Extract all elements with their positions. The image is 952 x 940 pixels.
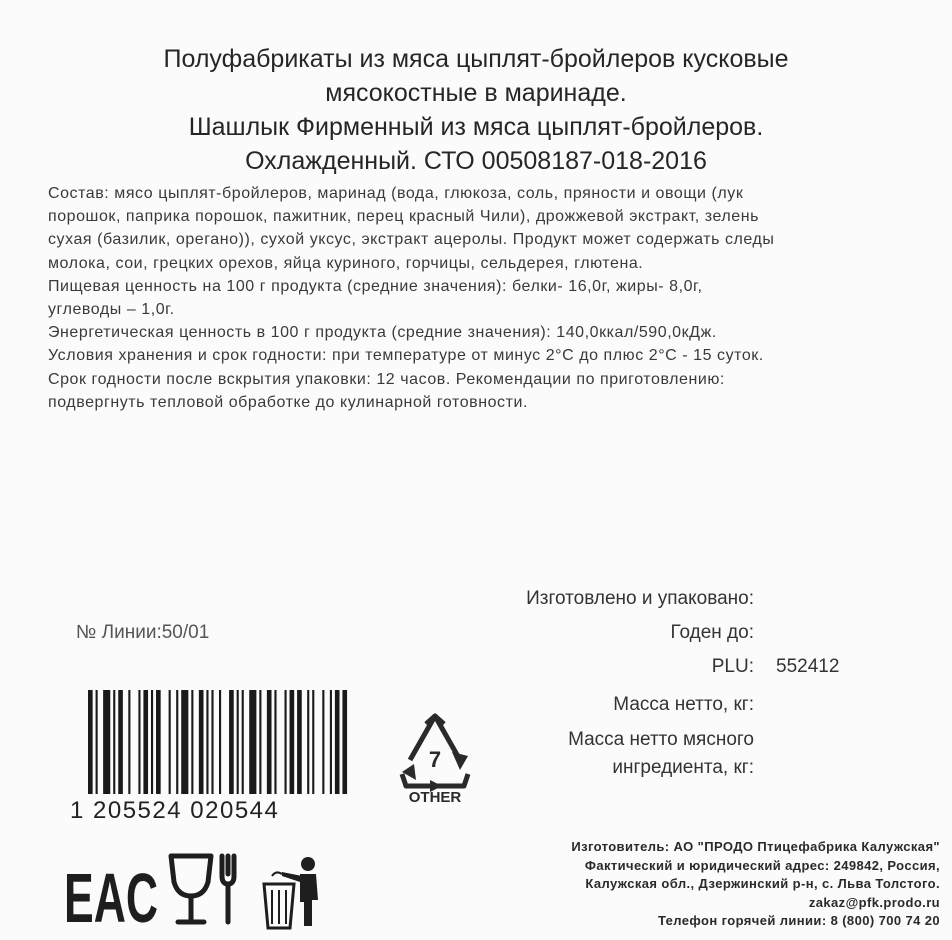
recycle-icon bbox=[390, 712, 480, 804]
manufacturer-info bbox=[470, 838, 940, 931]
barcode bbox=[88, 690, 350, 794]
manufacturer-hotline: Телефон горячей линии: 8 (800) 700 74 20 bbox=[657, 913, 940, 928]
eac-text: EAC bbox=[64, 859, 158, 937]
composition-line: углеводы – 1,0г. bbox=[48, 300, 175, 318]
composition-line: порошок, паприка порошок, пажитник, перец красный Чили), дрожжевой экстракт, зелень bbox=[48, 208, 760, 226]
barcode-bars bbox=[88, 690, 350, 794]
barcode-bar bbox=[181, 690, 188, 794]
barcode-bar bbox=[211, 690, 213, 794]
made-packed-label: Изготовлено и упаковано: bbox=[526, 588, 754, 609]
composition-text bbox=[48, 182, 943, 414]
barcode-bar bbox=[307, 690, 309, 794]
manufacturer-line: Фактический и юридический адрес: 249842, Россия, bbox=[584, 857, 940, 873]
barcode-bar bbox=[88, 690, 93, 794]
barcode-bar bbox=[322, 690, 324, 794]
barcode-bar bbox=[128, 690, 130, 794]
eac-mark bbox=[62, 852, 162, 937]
barcode-bar bbox=[267, 690, 272, 794]
barcode-bar bbox=[191, 690, 193, 794]
composition-line: молока, сои, грецких орехов, яйца куриного, горчицы, сельдерея, глютена. bbox=[48, 254, 644, 272]
barcode-bar bbox=[274, 690, 276, 794]
title-line: мясокостные в маринаде. bbox=[325, 79, 627, 107]
barcode-bar bbox=[169, 690, 171, 794]
title-line: Полуфабрикаты из мяса цыплят-бройлеров кусковые bbox=[163, 45, 789, 73]
barcode-bar bbox=[103, 690, 110, 794]
best-before-label: Годен до: bbox=[670, 622, 754, 643]
plu-label: PLU: bbox=[711, 656, 754, 677]
product-title bbox=[0, 42, 952, 178]
barcode-digits: 1 205524 020544 bbox=[70, 797, 280, 824]
barcode-bar bbox=[285, 690, 287, 794]
barcode-bar bbox=[156, 690, 161, 794]
barcode-bar bbox=[219, 690, 221, 794]
plu-value: 552412 bbox=[776, 656, 840, 677]
barcode-bar bbox=[199, 690, 204, 794]
composition-line: Энергетическая ценность в 100 г продукта (средние значения): 140,0ккал/590,0кДж. bbox=[48, 324, 717, 342]
barcode-bar bbox=[342, 690, 347, 794]
barcode-bar bbox=[138, 690, 140, 794]
net-meat-label-line2: ингредиента, кг: bbox=[612, 757, 754, 778]
barcode-bar bbox=[242, 690, 244, 794]
barcode-bar bbox=[290, 690, 295, 794]
barcode-bar bbox=[297, 690, 302, 794]
barcode-bar bbox=[237, 690, 239, 794]
barcode-bar bbox=[335, 690, 340, 794]
barcode-bar bbox=[118, 690, 123, 794]
barcode-bar bbox=[259, 690, 261, 794]
title-line: Шашлык Фирменный из мяса цыплят-бройлеров. bbox=[188, 113, 764, 141]
tidy-man-icon bbox=[258, 854, 330, 930]
barcode-bar bbox=[330, 690, 332, 794]
composition-line: Состав: мясо цыплят-бройлеров, маринад (вода, глюкоза, соль, пряности и овощи (лук bbox=[48, 185, 744, 202]
manufacturer-email: zakaz@pfk.prodo.ru bbox=[808, 894, 940, 910]
net-mass-label: Масса нетто, кг: bbox=[613, 694, 754, 715]
barcode-bar bbox=[229, 690, 234, 794]
barcode-bar bbox=[143, 690, 148, 794]
barcode-bar bbox=[206, 690, 208, 794]
composition-line: сухая (базилик, орегано)), сухой уксус, экстракт ацеролы. Продукт может содержать следы bbox=[48, 231, 775, 249]
barcode-bar bbox=[113, 690, 115, 794]
barcode-bar bbox=[96, 690, 98, 794]
composition-line: Срок годности после вскрытия упаковки: 12 часов. Рекомендации по приготовлению: bbox=[48, 370, 725, 388]
composition-line: Условия хранения и срок годности: при температуре от минус 2°C до плюс 2°C - 15 суток. bbox=[48, 347, 764, 365]
recycle-label: OTHER bbox=[408, 789, 462, 806]
manufacturer-line: Изготовитель: АО "ПРОДО Птицефабрика Калужская" bbox=[571, 839, 940, 854]
recycle-number: 7 bbox=[428, 747, 442, 772]
composition-line: Пищевая ценность на 100 г продукта (средние значения): белки- 16,0г, жиры- 8,0г, bbox=[48, 277, 703, 295]
food-contact-icon bbox=[166, 852, 246, 928]
barcode-bar bbox=[312, 690, 314, 794]
line-number: № Линии:50/01 bbox=[76, 622, 210, 643]
barcode-bar bbox=[249, 690, 256, 794]
manufacturer-line: Калужская обл., Дзержинский р-н, с. Льва Толстого. bbox=[585, 876, 940, 891]
title-line: Охлажденный. СТО 00508187-018-2016 bbox=[245, 147, 707, 175]
net-meat-label-line1: Масса нетто мясного bbox=[568, 729, 754, 750]
barcode-bar bbox=[176, 690, 178, 794]
composition-line: подвергнуть тепловой обработке до кулинарной готовности. bbox=[48, 393, 528, 411]
barcode-bar bbox=[151, 690, 153, 794]
